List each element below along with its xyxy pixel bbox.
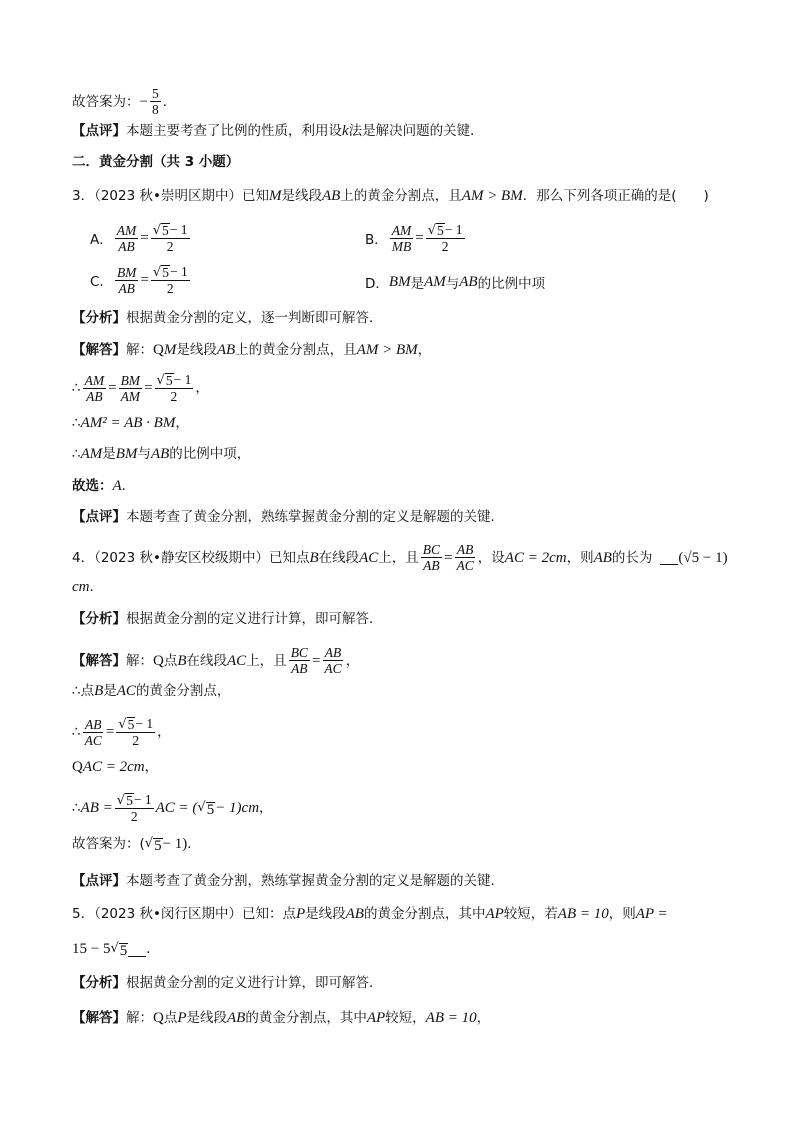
q3-option-a[interactable] bbox=[90, 222, 192, 254]
frac-den: 8 bbox=[151, 102, 159, 117]
q5-answer-line bbox=[72, 940, 160, 958]
frac-den: AC bbox=[324, 661, 342, 676]
radicand: 5 bbox=[126, 793, 133, 808]
prev-answer-line bbox=[72, 86, 176, 117]
section-title: 二．黄金分割（共 3 小题） bbox=[72, 154, 240, 170]
text: 是 bbox=[103, 683, 117, 699]
equation-rhs: − 1)cm bbox=[215, 800, 260, 816]
q3-stem-c: 上的黄金分割点，且 bbox=[340, 188, 462, 204]
comment-tag: 【点评】 bbox=[72, 123, 126, 139]
solution-tag: 【解答】 bbox=[72, 652, 126, 669]
frac-num: BC bbox=[422, 542, 441, 557]
text: 解： bbox=[126, 652, 153, 669]
radicand: 5 bbox=[165, 373, 173, 388]
text: 是线段 bbox=[186, 1010, 228, 1026]
var-k: k bbox=[342, 123, 349, 139]
text: ，设 bbox=[477, 549, 505, 566]
q3-choice bbox=[72, 477, 135, 495]
eq: = bbox=[444, 549, 453, 566]
answer-blank bbox=[660, 550, 678, 565]
therefore-symbol: ∴ bbox=[72, 446, 81, 462]
minus-one: − 1 bbox=[135, 716, 154, 731]
text: ． bbox=[187, 836, 201, 852]
text: 点 bbox=[163, 1010, 178, 1026]
text: 点 bbox=[163, 652, 178, 669]
equation-lhs: AP = bbox=[635, 906, 668, 922]
therefore-symbol: ∴ bbox=[72, 415, 81, 431]
q3-option-c[interactable] bbox=[90, 264, 192, 296]
analysis-tag: 【分析】 bbox=[72, 310, 126, 326]
frac-num: BM bbox=[116, 264, 137, 280]
frac-den: 2 bbox=[441, 239, 449, 254]
q4-step1 bbox=[72, 682, 230, 700]
solution-tag: 【解答】 bbox=[72, 1010, 126, 1026]
sqrt-5: √ 5 bbox=[110, 941, 128, 959]
frac-den: MB bbox=[391, 238, 412, 254]
q3-step2 bbox=[72, 414, 189, 432]
comma: ， bbox=[144, 759, 159, 775]
text: 与 bbox=[445, 276, 460, 292]
frac-den: AB bbox=[118, 238, 135, 254]
comment-text2: 法是解决问题的关键． bbox=[348, 123, 484, 139]
q4-analysis bbox=[72, 610, 383, 628]
q5-analysis bbox=[72, 974, 383, 992]
q5-solution-line1 bbox=[72, 1009, 490, 1027]
opt-label: D． bbox=[365, 276, 389, 292]
comment-text: 本题主要考查了比例的性质，利用设 bbox=[126, 123, 342, 139]
text: ，则 bbox=[566, 549, 594, 566]
q4-solution-line1 bbox=[72, 645, 359, 676]
frac-am-ab bbox=[83, 373, 107, 404]
q4-step4 bbox=[72, 792, 273, 824]
equation: AC = 2cm bbox=[82, 759, 145, 775]
frac-den: AM bbox=[120, 388, 141, 404]
var-ab: AB bbox=[345, 906, 364, 922]
minus-one: − 1 bbox=[169, 222, 188, 237]
choice-value: A bbox=[112, 478, 122, 494]
q3-solution-line1 bbox=[72, 341, 431, 359]
radicand: 5 bbox=[162, 223, 169, 238]
q4-comment bbox=[72, 872, 504, 890]
sqrt-5: √ 5 bbox=[116, 793, 133, 808]
unit-cm: cm bbox=[72, 579, 90, 595]
q3-cond: AM > BM bbox=[461, 188, 523, 204]
frac-golden bbox=[116, 716, 155, 748]
frac-golden bbox=[426, 222, 465, 254]
therefore-symbol: ∴ bbox=[72, 724, 81, 740]
text: ． bbox=[146, 941, 160, 957]
opt-label: B． bbox=[365, 232, 388, 248]
q4-step2 bbox=[72, 716, 171, 748]
sqrt-5: √ 5 bbox=[118, 717, 135, 732]
var-ab: AB bbox=[216, 342, 236, 358]
sqrt-5: √ 5 bbox=[144, 836, 162, 854]
sqrt-5: √ 5 bbox=[197, 800, 215, 818]
var-ab: AB bbox=[150, 446, 170, 462]
var-p: P bbox=[295, 906, 306, 922]
because-symbol: Q bbox=[72, 759, 83, 775]
comma: ， bbox=[259, 800, 273, 816]
comment-text: 本题考查了黄金分割，熟练掌握黄金分割的定义是解题的关键． bbox=[126, 873, 504, 889]
var-ac: AC bbox=[359, 549, 379, 566]
frac-den: 2 bbox=[132, 733, 140, 748]
comma: ， bbox=[157, 724, 171, 740]
frac-am-mb bbox=[390, 223, 414, 254]
text: 5．（2023 秋•闵行区期中）已知：点 bbox=[72, 906, 296, 922]
minus-one: − 1 bbox=[444, 222, 463, 237]
q3-stem-b: 是线段 bbox=[281, 188, 322, 204]
q3-option-d[interactable] bbox=[365, 272, 545, 292]
text: 的比例中项 bbox=[477, 276, 546, 292]
frac-num: AB bbox=[456, 542, 474, 557]
var-m: M bbox=[268, 188, 282, 204]
q3-comment bbox=[72, 508, 504, 526]
q3-stem-d: ．那么下列各项正确的是( ) bbox=[522, 188, 709, 204]
frac-den: 2 bbox=[166, 239, 174, 254]
text: 4．（2023 秋•静安区校级期中）已知点 bbox=[72, 549, 310, 566]
frac-ab-ac bbox=[322, 645, 343, 676]
because-symbol: Q bbox=[153, 342, 164, 358]
text: 在线段 bbox=[186, 652, 228, 669]
answer-value: 15 − 5 bbox=[72, 941, 111, 957]
text: 与 bbox=[137, 446, 151, 462]
radicand: 5 bbox=[437, 223, 444, 238]
answer-end: ． bbox=[162, 93, 177, 110]
text: 是 bbox=[410, 276, 425, 292]
minus-sign: − bbox=[139, 93, 148, 110]
text: 的黄金分割点， bbox=[135, 683, 231, 699]
q4-stem-line2 bbox=[72, 578, 103, 596]
frac-bc-ab bbox=[289, 645, 310, 676]
frac-golden bbox=[155, 372, 194, 404]
frac-ab-ac bbox=[83, 717, 104, 748]
comment-tag: 【点评】 bbox=[72, 509, 126, 525]
text: ． bbox=[121, 478, 136, 494]
text: 是线段 bbox=[176, 342, 217, 358]
frac-den: AC bbox=[84, 732, 102, 748]
var-ab: AB bbox=[593, 549, 612, 566]
therefore-symbol: ∴ bbox=[72, 683, 81, 699]
eq: = bbox=[140, 229, 149, 246]
radicand: 5 bbox=[154, 838, 162, 854]
answer-blank bbox=[128, 942, 146, 957]
q3-stem bbox=[72, 187, 709, 205]
frac-num: AM bbox=[391, 222, 412, 238]
eq: = bbox=[140, 271, 149, 288]
sqrt-5: √ 5 bbox=[427, 223, 444, 238]
frac-num: 5 bbox=[151, 86, 159, 101]
frac-num: AB bbox=[84, 716, 102, 732]
sqrt-5: √ 5 bbox=[152, 223, 169, 238]
answer-prefix: 故答案为： bbox=[72, 93, 140, 110]
text: 故答案为：( bbox=[72, 836, 145, 852]
frac-num bbox=[155, 372, 194, 389]
frac-bc-ab bbox=[421, 542, 442, 573]
q3-option-b[interactable] bbox=[365, 222, 467, 254]
frac-bm-am bbox=[119, 373, 143, 404]
eq: = bbox=[108, 380, 117, 396]
equation-mid: AC = ( bbox=[155, 800, 198, 816]
answer-value: (√5 − 1) bbox=[678, 549, 728, 566]
frac-den: 2 bbox=[166, 281, 174, 296]
text: 上，且 bbox=[378, 549, 419, 566]
because-symbol: Q bbox=[153, 652, 164, 669]
analysis-text: 根据黄金分割的定义进行计算，即可解答． bbox=[126, 975, 383, 991]
because-symbol: Q bbox=[153, 1010, 164, 1026]
therefore-symbol: ∴ bbox=[72, 800, 81, 816]
frac-num bbox=[426, 222, 465, 239]
frac-num bbox=[115, 792, 154, 809]
comment-line-1 bbox=[72, 122, 484, 140]
therefore-symbol: ∴ bbox=[72, 380, 81, 396]
q3-step1 bbox=[72, 372, 209, 404]
comment-text: 本题考查了黄金分割，熟练掌握黄金分割的定义是解题的关键． bbox=[126, 509, 504, 525]
cond: AC = 2cm bbox=[504, 549, 567, 566]
text: − 1) bbox=[162, 836, 188, 852]
frac-num: BM bbox=[120, 372, 141, 388]
analysis-text: 根据黄金分割的定义，逐一判断即可解答． bbox=[126, 310, 383, 326]
text: 点 bbox=[80, 683, 95, 699]
cond: AB = 10 bbox=[425, 1010, 477, 1026]
frac-den: AB bbox=[86, 388, 103, 404]
var-ab: AB bbox=[227, 1010, 246, 1026]
var-b: B bbox=[177, 652, 187, 669]
var-ap: AP bbox=[366, 1010, 386, 1026]
eq: = bbox=[415, 229, 424, 246]
sqrt-5: √ 5 bbox=[156, 373, 173, 388]
var-ab: AB bbox=[321, 188, 341, 204]
analysis-text: 根据黄金分割的定义进行计算，即可解答． bbox=[126, 611, 383, 627]
text: 的长为 bbox=[611, 549, 653, 566]
text: ，则 bbox=[608, 906, 636, 922]
frac-bm-ab bbox=[115, 265, 139, 296]
q5-stem bbox=[72, 905, 668, 923]
text: 较短，若 bbox=[503, 906, 558, 922]
text: ， bbox=[476, 1010, 491, 1026]
eq: = bbox=[144, 380, 153, 396]
q3-analysis bbox=[72, 309, 383, 327]
var-bm: BM bbox=[115, 446, 138, 462]
frac-ab-ac bbox=[455, 542, 476, 573]
opt-label: A． bbox=[90, 232, 113, 248]
var-m: M bbox=[163, 342, 177, 358]
frac-num: AM bbox=[84, 372, 105, 388]
frac-den: AB bbox=[291, 661, 308, 676]
var-b: B bbox=[94, 683, 104, 699]
frac-den: AC bbox=[456, 558, 474, 573]
var-p: P bbox=[177, 1010, 187, 1026]
sqrt-5: √ 5 bbox=[152, 265, 169, 280]
text: 的黄金分割点，其中 bbox=[363, 906, 486, 922]
text: ， bbox=[417, 342, 432, 358]
frac-den: AB bbox=[423, 558, 440, 573]
text: 解： bbox=[126, 342, 153, 358]
frac-am-ab bbox=[115, 223, 139, 254]
comma: ， bbox=[175, 415, 189, 431]
text: 上的黄金分割点，且 bbox=[235, 342, 357, 358]
eq: = bbox=[311, 652, 321, 669]
text: 上，且 bbox=[246, 652, 287, 669]
var-am: AM bbox=[80, 446, 103, 462]
cond: AB = 10 bbox=[557, 906, 609, 922]
q3-stem-a: 3．（2023 秋•崇明区期中）已知 bbox=[72, 188, 269, 204]
equation: AM² = AB · BM bbox=[80, 415, 176, 431]
radicand: 5 bbox=[162, 265, 169, 280]
minus-one: − 1 bbox=[169, 264, 188, 279]
var-b: B bbox=[309, 549, 319, 566]
text: 较短， bbox=[385, 1010, 426, 1026]
text: ， bbox=[345, 652, 360, 669]
frac-num bbox=[116, 716, 155, 733]
text: 是 bbox=[102, 446, 116, 462]
text: 在线段 bbox=[318, 549, 360, 566]
frac-num: BC bbox=[290, 645, 308, 660]
radicand: 5 bbox=[206, 802, 215, 818]
q3-step3 bbox=[72, 445, 250, 463]
text: 的比例中项， bbox=[169, 446, 251, 462]
frac-den: 2 bbox=[130, 809, 138, 824]
q4-final bbox=[72, 835, 201, 853]
frac-num: AM bbox=[116, 222, 137, 238]
fraction-5-8 bbox=[150, 86, 161, 117]
frac-golden bbox=[151, 264, 190, 296]
radicand: 5 bbox=[119, 943, 128, 959]
q4-step3 bbox=[72, 758, 158, 776]
var-ap: AP bbox=[485, 906, 504, 922]
frac-den: 2 bbox=[170, 389, 178, 404]
text: 的黄金分割点，其中 bbox=[245, 1010, 367, 1026]
frac-den: AB bbox=[118, 280, 135, 296]
frac-num bbox=[151, 222, 190, 239]
var-ac: AC bbox=[116, 683, 136, 699]
frac-num: AB bbox=[324, 645, 342, 660]
cond: AM > BM bbox=[356, 342, 418, 358]
var-ac: AC bbox=[227, 652, 247, 669]
text: ． bbox=[89, 579, 103, 595]
var-ab: AB bbox=[459, 273, 478, 290]
solution-tag: 【解答】 bbox=[72, 342, 126, 358]
frac-golden bbox=[151, 222, 190, 254]
text: 解： bbox=[126, 1010, 153, 1026]
minus-one: − 1 bbox=[133, 792, 152, 807]
frac-golden bbox=[115, 792, 154, 824]
minus-one: − 1 bbox=[173, 372, 192, 387]
comment-tag: 【点评】 bbox=[72, 873, 126, 889]
eq: = bbox=[105, 724, 115, 740]
frac-num bbox=[151, 264, 190, 281]
radicand: 5 bbox=[127, 717, 135, 732]
equation-lhs: AB = bbox=[80, 800, 113, 816]
var-bm: BM bbox=[388, 273, 411, 290]
text: 是线段 bbox=[305, 906, 346, 922]
analysis-tag: 【分析】 bbox=[72, 975, 126, 991]
opt-label: C． bbox=[90, 274, 113, 290]
choice-label: 故选： bbox=[72, 478, 113, 494]
comma: ， bbox=[195, 380, 209, 396]
q4-stem bbox=[72, 542, 728, 573]
analysis-tag: 【分析】 bbox=[72, 611, 126, 627]
var-am: AM bbox=[424, 273, 446, 290]
